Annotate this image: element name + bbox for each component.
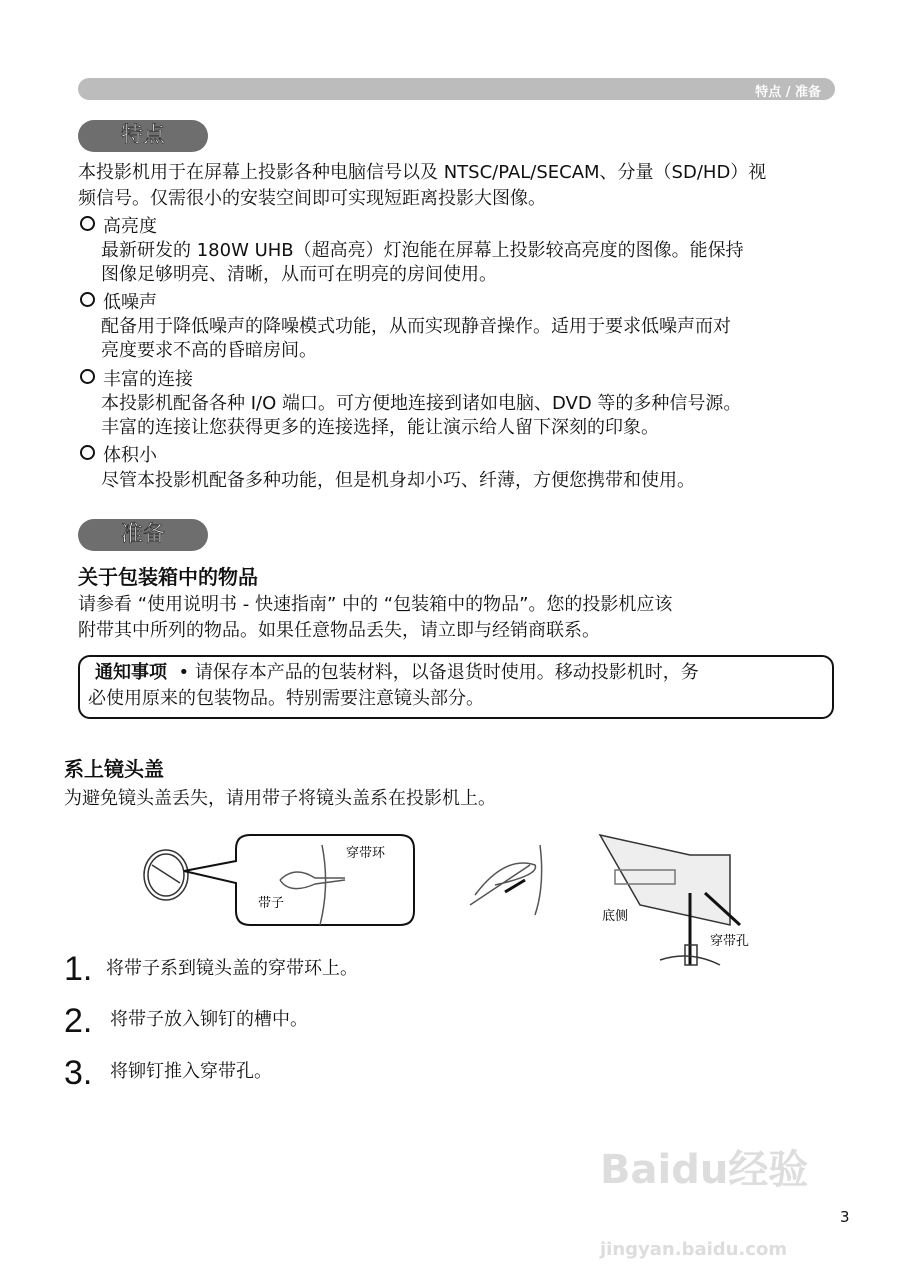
circle-bullet-icon xyxy=(80,292,95,307)
label-strap-loop: 穿带环 xyxy=(346,846,386,861)
header-bar xyxy=(78,78,835,100)
watermark-logo: Baidu经验 xyxy=(600,1147,809,1193)
label-strap-hole: 穿带孔 xyxy=(710,934,750,949)
feature-item-text: 最新研发的 180W UHB（超高亮）灯泡能在屏幕上投影较高亮度的图像。能保持 xyxy=(101,240,744,261)
notice-bullet: • xyxy=(178,662,190,683)
step-number: 2. xyxy=(64,1002,93,1040)
circle-bullet-icon xyxy=(80,369,95,384)
feature-item-text: 本投影机配备各种 I/O 端口。可方便地连接到诸如电脑、DVD 等的多种信号源。 xyxy=(101,393,742,414)
feature-title-text: 体积小 xyxy=(103,445,157,466)
lens-cap-intro: 为避免镜头盖丢失，请用带子将镜头盖系在投影机上。 xyxy=(64,788,496,809)
section-pill-features: 特点 xyxy=(78,120,208,152)
notice-label: 通知事项 xyxy=(95,662,167,683)
step-text: 将带子系到镜头盖的穿带环上。 xyxy=(106,958,358,979)
feature-item-title xyxy=(80,290,157,316)
watermark-url: jingyan.baidu.com xyxy=(600,1239,788,1260)
feature-item-title xyxy=(80,443,157,469)
package-text-2: 附带其中所列的物品。如果任意物品丢失，请立即与经销商联系。 xyxy=(78,620,600,641)
feature-item-text: 丰富的连接让您获得更多的连接选择，能让演示给人留下深刻的印象。 xyxy=(101,417,659,438)
circle-bullet-icon xyxy=(80,445,95,460)
feature-item-text: 图像足够明亮、清晰，从而可在明亮的房间使用。 xyxy=(101,264,497,285)
lens-cap-heading: 系上镜头盖 xyxy=(64,757,164,781)
label-bottom: 底侧 xyxy=(602,909,629,924)
notice-text: 请保存本产品的包装材料，以备退货时使用。移动投影机时，务 xyxy=(194,662,699,683)
notice-line-1 xyxy=(95,660,699,686)
feature-item-text: 配备用于降低噪声的降噪模式功能，从而实现静音操作。适用于要求低噪声而对 xyxy=(101,316,731,337)
page-number: 3 xyxy=(840,1208,850,1226)
features-intro-2: 频信号。仅需很小的安装空间即可实现短距离投影大图像。 xyxy=(78,188,546,209)
step-text: 将铆钉推入穿带孔。 xyxy=(110,1061,272,1082)
section-pill-preparation: 准备 xyxy=(78,519,208,551)
feature-item-title xyxy=(80,214,157,240)
notice-line-2: 必使用原来的包装物品。特别需要注意镜头部分。 xyxy=(88,688,484,709)
feature-item-text: 亮度要求不高的昏暗房间。 xyxy=(101,340,317,361)
lens-cap-drawing xyxy=(144,835,740,965)
features-intro-1: 本投影机用于在屏幕上投影各种电脑信号以及 NTSC/PAL/SECAM、分量（SD/HD）视 xyxy=(78,162,767,183)
step-number: 1. xyxy=(64,950,93,988)
feature-title-text: 高亮度 xyxy=(103,216,157,237)
step-number: 3. xyxy=(64,1054,93,1092)
feature-title-text: 丰富的连接 xyxy=(103,369,193,390)
package-text-1: 请参看 “使用说明书 - 快速指南” 中的 “包装箱中的物品”。您的投影机应该 xyxy=(78,594,673,615)
header-section-label: 特点 / 准备 xyxy=(755,85,821,100)
feature-title-text: 低噪声 xyxy=(103,292,157,313)
circle-bullet-icon xyxy=(80,216,95,231)
label-strap: 带子 xyxy=(258,896,285,911)
feature-item-title xyxy=(80,367,193,393)
package-heading: 关于包装箱中的物品 xyxy=(78,565,258,589)
step-text: 将带子放入铆钉的槽中。 xyxy=(110,1009,308,1030)
feature-item-text: 尽管本投影机配备多种功能，但是机身却小巧、纤薄，方便您携带和使用。 xyxy=(101,470,695,491)
